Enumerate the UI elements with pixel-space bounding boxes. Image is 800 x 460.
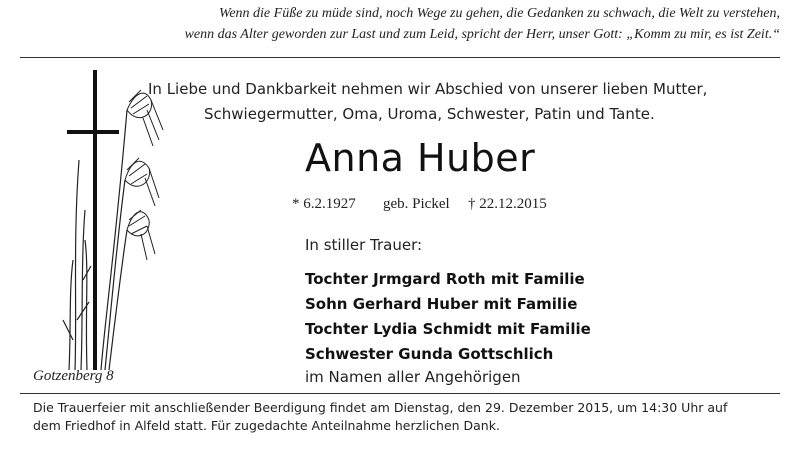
quote-line-2: wenn das Alter geworden zur Last und zum Leid, spricht der Herr, unser Gott: „Komm zu mir, es ist Zeit.“ (184, 27, 780, 42)
birth-date: * 6.2.1927 (292, 196, 356, 212)
maiden-name: geb. Pickel (383, 196, 450, 212)
bottom-divider (20, 393, 780, 394)
mourner-1: Tochter Jrmgard Roth mit Familie (305, 270, 585, 288)
intro-line-2: Schwiegermutter, Oma, Uroma, Schwester, Patin und Tante. (204, 105, 655, 123)
mourner-2: Sohn Gerhard Huber mit Familie (305, 295, 578, 313)
intro-line-1: In Liebe und Dankbarkeit nehmen wir Abschied von unserer lieben Mutter, (148, 80, 708, 98)
address: Gotzenberg 8 (33, 368, 114, 384)
mourning-label: In stiller Trauer: (305, 236, 423, 254)
funeral-line-2: dem Friedhof in Alfeld statt. Für zugedachte Anteilnahme herzlichen Dank. (33, 418, 500, 433)
mourning-closing: im Namen aller Angehörigen (305, 368, 521, 386)
top-divider (20, 57, 780, 58)
mourner-4: Schwester Gunda Gottschlich (305, 345, 554, 363)
quote-line-1: Wenn die Füße zu müde sind, noch Wege zu gehen, die Gedanken zu schwach, die Welt zu verstehen, (218, 6, 780, 21)
funeral-line-1: Die Trauerfeier mit anschließender Beerdigung findet am Dienstag, den 29. Dezember 2015, um 14:30 Uhr auf (33, 400, 728, 415)
deceased-name: Anna Huber (305, 136, 536, 180)
mourner-3: Tochter Lydia Schmidt mit Familie (305, 320, 591, 338)
death-date: † 22.12.2015 (468, 196, 547, 212)
cross-with-wheat-icon (55, 70, 165, 370)
